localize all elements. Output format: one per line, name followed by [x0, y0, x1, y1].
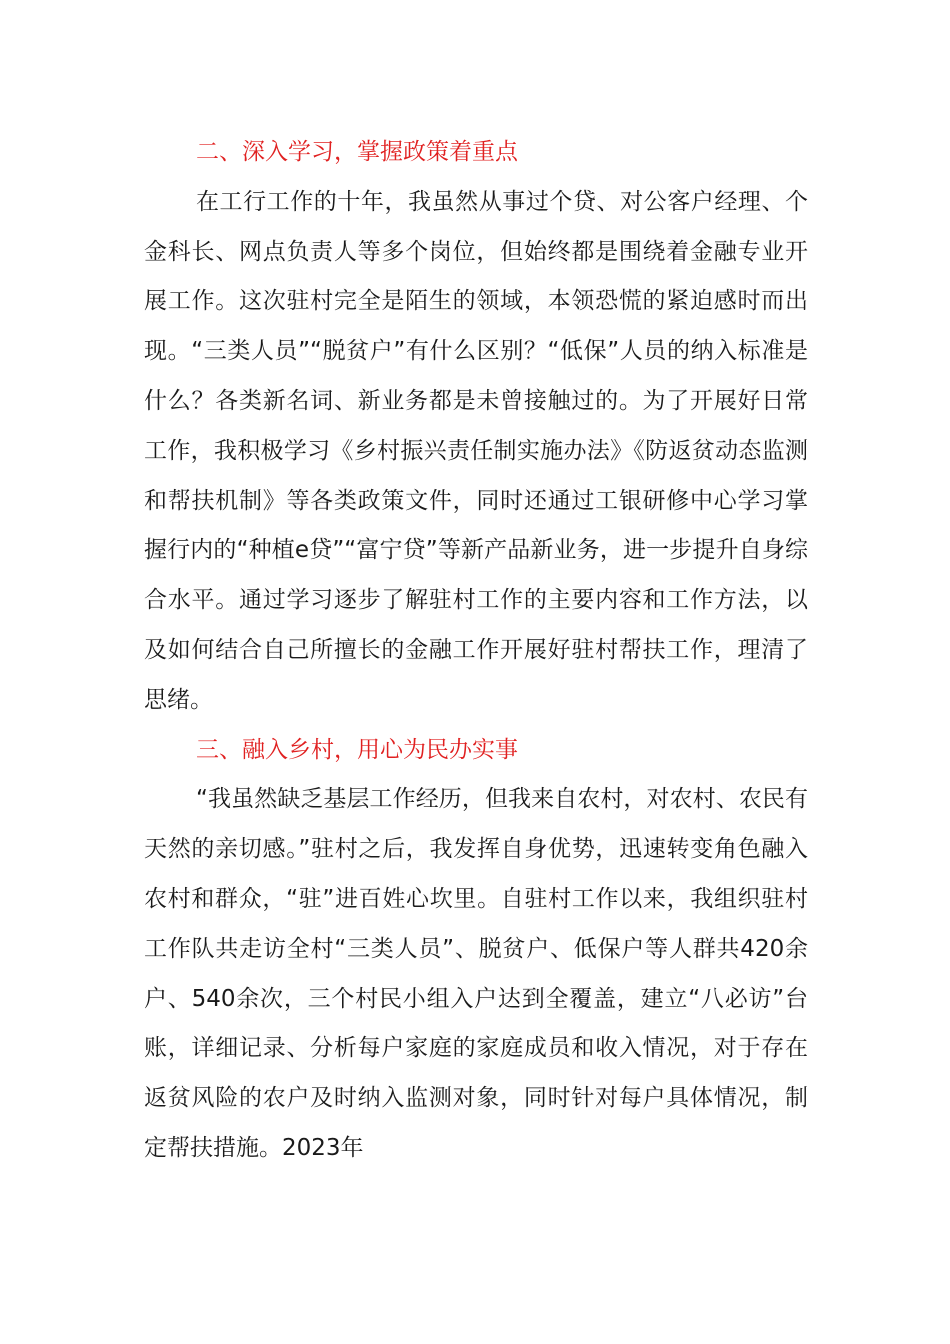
- section-heading: 三、融入乡村，用心为民办实事: [196, 736, 518, 763]
- section-village: [144, 726, 808, 1174]
- section-paragraph: 在工行工作的十年，我虽然从事过个贷、对公客户经理、个金科长、网点负责人等多个岗位，但始终都是围绕着金融专业开展工作。这次驻村完全是陌生的领域，本领恐慌的紧迫感时而出现。“三类人员”“脱贫户”有什么区别？“低保”人员的纳入标准是什么？各类新名词、新业务都是未曾接触过的。为了开展好日常工作，我积极学习《乡村振兴责任制实施办法》《防返贫动态监测和帮扶机制》等各类政策文件，同时还通过工银研修中心学习掌握行内的“种植e贷”“富宁贷”等新产品新业务，进一步提升自身综合水平。通过学习逐步了解驻村工作的主要内容和工作方法，以及如何结合自己所擅长的金融工作开展好驻村帮扶工作，理清了思绪。: [144, 188, 808, 713]
- section-paragraph: “我虽然缺乏基层工作经历，但我来自农村，对农村、农民有天然的亲切感。”驻村之后，我发挥自身优势，迅速转变角色融入农村和群众，“驻”进百姓心坎里。自驻村工作以来，我组织驻村工作队共走访全村“三类人员”、脱贫户、低保户等人群共420余户、540余次，三个村民小组入户达到全覆盖，建立“八必访”台账，详细记录、分析每户家庭的家庭成员和收入情况，对于存在返贫风险的农户及时纳入监测对象，同时针对每户具体情况，制定帮扶措施。2023年: [144, 786, 808, 1161]
- document-body: [144, 128, 808, 1174]
- section-study: [144, 128, 808, 726]
- section-heading: 二、深入学习，掌握政策着重点: [196, 139, 518, 165]
